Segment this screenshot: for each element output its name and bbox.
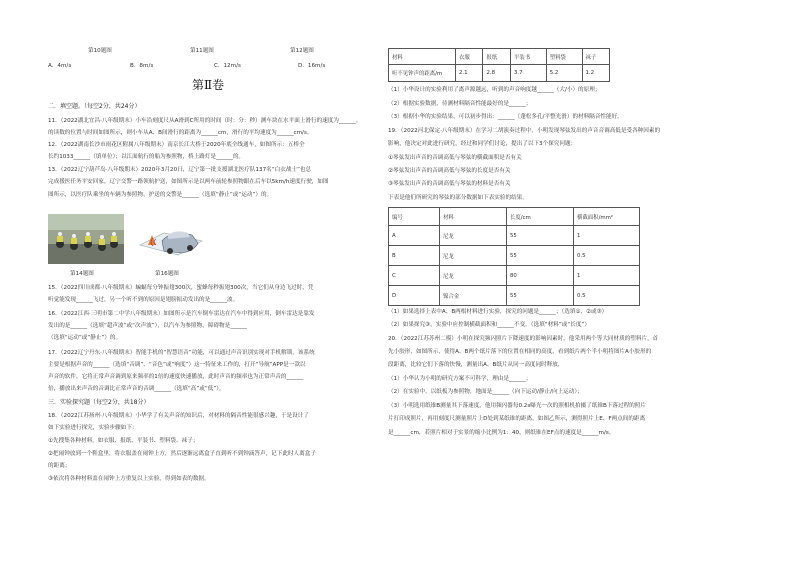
- table-header-cell: 袜子: [582, 49, 610, 65]
- table-header-cell: 平装书: [510, 49, 546, 65]
- question-line: ①先搜集各种材料，如衣服、报纸、平装书、塑料袋、袜子；: [48, 438, 199, 444]
- table-cell: 0.5: [574, 286, 640, 306]
- table-cell: 55: [507, 246, 574, 266]
- table-cell: 0.5: [574, 246, 640, 266]
- table-header-cell: 材料: [440, 208, 507, 226]
- question-line: 主要是根据声音的______（选填“音调”、“音色”或“响度”）这一特征来工作的，打开“导航”APP是一款以: [48, 362, 306, 368]
- car-radar-figure: [138, 215, 204, 263]
- question-line: 段距离，比较它们下落的快慢，测量出A、B纸片从同一高度同时释放，: [388, 362, 564, 368]
- table-cell: A: [389, 226, 440, 246]
- part3-header: 三．实验探究题（每空2分，共18分）: [48, 399, 150, 406]
- motorcycle-escort-photo: [48, 214, 124, 264]
- question-line: 图所示，以医疗队乘坐的车辆为参照物，护送的交警是______（选填“静止”或“运动”）的。: [48, 192, 273, 198]
- material-distance-table: [388, 48, 610, 82]
- question-line: 16．（2022江西·三明市第二中学八年级期末）如图所示是汽车倒车雷达在汽车中得到应用，倒车雷达是靠发: [48, 311, 315, 317]
- question-line: 如下实验进行探究，实验步骤如下：: [48, 425, 138, 431]
- table-header-cell: 编号: [389, 208, 440, 226]
- question-line: （2）如果探究③，实验中应控制横截面积和______不变。（选填“材料”或“长度”）: [388, 322, 590, 328]
- question-line: 12．（2022湖南长沙市雨花区附属八年级期末）南京长江大桥于2020年底全线通车，如图所示：五桥全: [48, 142, 305, 148]
- question-line: 先小胶形，如图所示，使得A、B两个纸片落下的位置在相同的高度，看到纸片两个半小明将图片A小胶形的: [388, 349, 652, 355]
- table-header-cell: 塑料袋: [546, 49, 582, 65]
- table-cell: 2.8: [483, 65, 510, 82]
- table-cell: 镍合金: [440, 286, 507, 306]
- option-c: C．12m/s: [214, 63, 241, 69]
- question-line: 发出的是______（选填“超声波”或“次声波”），以汽车为参照物，障碍物是______: [48, 323, 247, 329]
- question-line: ①琴弦发出声音的音调高低与琴弦的横截面积是否有关: [388, 155, 522, 161]
- question-line: ②把闹钟放到一个鞋盒里，将衣服盖在闹钟上方，然后逐渐远离盒子直到听不到钟滴答声，记下此时人离盒子: [48, 451, 316, 457]
- question-line: 19．（2022河北保定·八年级期末）在学习二胡演奏过程中，小明发现琴弦发出的声音音调高低是受各种因素的: [388, 128, 661, 134]
- table-cell: 1: [574, 226, 640, 246]
- question-line: 的读数的位置与时间如图所示，则小车从A、B间滑行的距离为______cm，滑行的平均速度为______cm/s。: [48, 130, 313, 136]
- question-line: 声音的软件，它将正常声音调到原来频率的1倍的速度快速播放，此时声音的频率也为正常声音的______: [48, 374, 304, 380]
- question-line: ②琴弦发出声音的音调高低与琴弦的长度是否有关: [388, 168, 511, 174]
- question-line: （3）根据小华的实验结果，可以初步得出：______（蓬松多孔/平整光滑）的材料隔音性能好。: [388, 114, 623, 120]
- table-cell: 尼龙: [440, 246, 507, 266]
- table-header-cell: 衣服: [456, 49, 483, 65]
- table-cell: 听不见钟声的距离/m: [389, 65, 456, 82]
- figure-caption-11: 第11题图: [190, 48, 214, 54]
- option-d: D．16m/s: [298, 63, 326, 69]
- table-cell: 1.2: [582, 65, 610, 82]
- question-line: 17．（2022辽宁丹东·八年级期末）智能手机的“智慧语音”功能，可以通过声音识别实现对手机解锁，该系统: [48, 350, 315, 356]
- question-line: 11．（2022湖北宜昌·八年级期末）小车沿刻度尺从A滑到C所用的时间（时：分：秒）测车块在水平面上滑行的速度为______。: [48, 118, 362, 124]
- question-line: 倍，播放出来声音的音调比正常声音的音调______（选填“高”或“低”）。: [48, 386, 225, 392]
- question-line: 15．（2022四川成都·八年级期末）蝙蝠每分钟振翅300次，蜜蜂每秒振翅300次，当它们从身边飞过时，凭: [48, 285, 314, 291]
- question-line: 片打印成照片，再用刻度尺测量照片上D处到某纸锥的距离，如图乙所示，测得照片上E、F两点间的距离: [388, 416, 646, 422]
- section-title: 第Ⅱ卷: [192, 78, 225, 92]
- option-b: B．8m/s: [130, 63, 154, 69]
- question-line: 20．（2022江苏苏州二模）小明在探究频闪照片下降速度的影响因素时，他采用两个等大同材质的塑料片，首: [388, 336, 659, 342]
- question-line: （选填“运动”或“静止”）的。: [48, 335, 122, 341]
- string-parameters-table: [388, 207, 640, 306]
- question-line: （1）小华设计的实验利用了离声源越远，听到的声音响度越______（大/小）的原理；: [388, 87, 601, 93]
- figure-caption-10: 第10题图: [88, 48, 112, 54]
- table-cell: C: [389, 266, 440, 286]
- table-cell: 2.1: [456, 65, 483, 82]
- table-cell: 尼龙: [440, 266, 507, 286]
- question-line: （3）小明选用纸锥B测量其下落速度，他用频闪器每0.2s曝光一次的照相机拍摄了纸锥B下落过程的照片: [388, 403, 646, 409]
- question-line: （2）在实验中，以纸板为参照物，地面是______（向下运动/静止/向上运动）；: [388, 389, 583, 395]
- table-cell: 5.2: [546, 65, 582, 82]
- question-line: 是______cm，若照片相对于实景的缩小比例为1：40，则纸锥在EF点的速度是______m/s。: [388, 430, 615, 436]
- question-line: 下表是他们所研究的琴弦的部分数据如下表实验的结果。: [388, 195, 528, 201]
- question-line: 长约1033______（填单位）；以江面航行的船为参照物，桥上路灯是______的。: [48, 154, 245, 160]
- table-cell: 55: [507, 226, 574, 246]
- question-line: 听觉能发现______飞过，另一个听不到的原因是翅膀振动发出的是______波。: [48, 297, 239, 303]
- question-line: ③琴弦发出声音的音调高低与琴弦的材料是否有关: [388, 181, 511, 187]
- table-header-cell: 横截面积/mm²: [574, 208, 640, 226]
- question-line: ③依次将各种材料盖在闹钟上方重复以上实验，得到如表的数据。: [48, 476, 210, 482]
- table-cell: B: [389, 246, 440, 266]
- table-header-cell: 报纸: [483, 49, 510, 65]
- question-line: 完成援医任务平安回家，辽宁交警一路领航护送，如图所示是以两车前轮参照物跟在后车以5km/h速度行驶，如图: [48, 179, 329, 185]
- question-line: 的距离；: [48, 463, 71, 469]
- question-line: （1）小华认为小明的研究方案不可科学，理由是______；: [388, 376, 532, 382]
- table-cell: 3.7: [510, 65, 546, 82]
- question-line: 影响，他决定对此进行研究，经过和同学们讨论，提出了以下3个探究问题：: [388, 141, 577, 147]
- table-cell: 尼龙: [440, 226, 507, 246]
- table-cell: 80: [507, 266, 574, 286]
- table-header-cell: 长度/cm: [507, 208, 574, 226]
- table-header-cell: 材料: [389, 49, 456, 65]
- option-a: A．4m/s: [48, 63, 72, 69]
- figure-caption-14: 第14题图: [70, 271, 94, 277]
- question-line: （2）根据实验数据，待测材料隔音性能最好的是______；: [388, 101, 532, 107]
- question-line: （1）如果选择上表中A、B两根材料进行实验，探究的问题是______；（选填①、②或③）: [388, 309, 608, 315]
- table-cell: 1: [574, 266, 640, 286]
- figure-caption-12: 第12题图: [290, 48, 314, 54]
- table-cell: D: [389, 286, 440, 306]
- question-line: 18．（2022江苏扬州·八年级期末）小华学了有关声音的知识后，对材料的隔音性能很感兴趣，于是设计了: [48, 413, 309, 419]
- table-cell: 55: [507, 286, 574, 306]
- figure-caption-16: 第16题图: [155, 271, 179, 277]
- question-line: 13．（2022辽宁葫芦岛·八年级期末）2020年3月20日，辽宁第一批支援湖北医疗队137名“白衣战士”也总: [48, 167, 312, 173]
- part2-header: 二．填空题。（每空2分，共24分）: [48, 103, 141, 110]
